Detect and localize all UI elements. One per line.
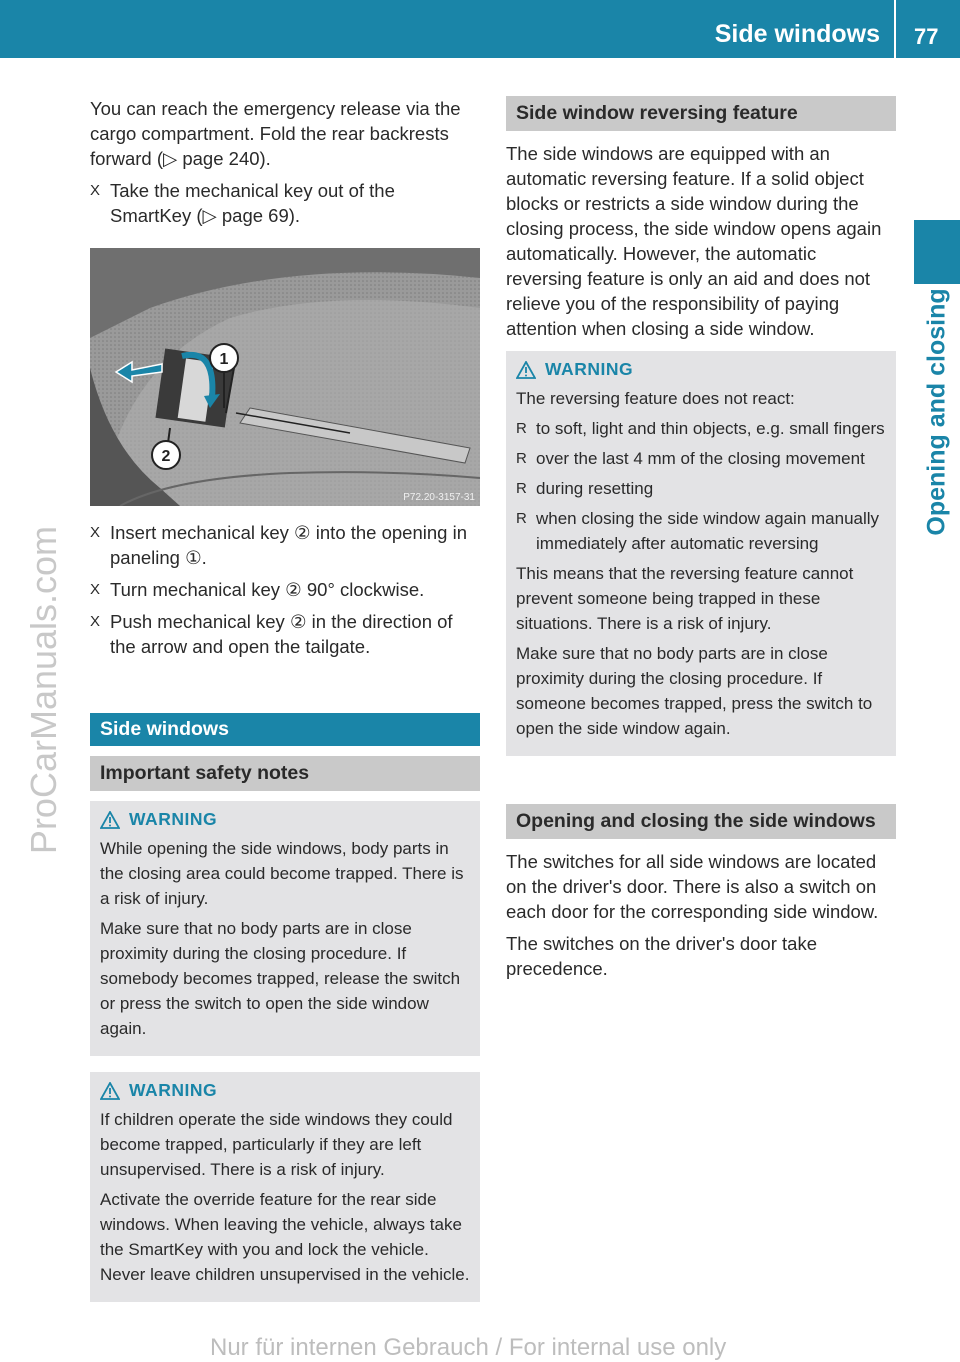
warning-box bbox=[90, 1072, 480, 1302]
bullet-item: R during resetting bbox=[516, 476, 886, 501]
page-header bbox=[0, 0, 960, 58]
warning-label: WARNING bbox=[129, 809, 218, 829]
intro-text: You can reach the emergency release via the cargo compartment. Fold the rear backrests forward (▷ page 240). bbox=[90, 98, 461, 169]
warning-triangle-icon bbox=[516, 361, 536, 379]
watermark: ProCarManuals.com bbox=[23, 525, 64, 855]
warning-title bbox=[100, 809, 470, 830]
warning-title bbox=[516, 359, 886, 380]
section-heading: Side windows bbox=[90, 713, 480, 746]
callout-2: 2 bbox=[161, 448, 171, 465]
warning-text: This means that the reversing feature cannot prevent someone being trapped in these situations. There is a risk of injury. bbox=[516, 564, 854, 633]
figure-code: P72.20-3157-31 bbox=[403, 492, 475, 503]
warning-label: WARNING bbox=[545, 359, 634, 379]
warning-triangle-icon bbox=[100, 811, 120, 829]
bullet-item: R when closing the side window again manually immediately after automatic reversing bbox=[516, 506, 886, 556]
warning-text: Make sure that no body parts are in close proximity during the closing procedure. If someone becomes trapped, press the switch to open the side window again. bbox=[516, 644, 873, 738]
step-text: Insert mechanical key ② into the opening in paneling ①. bbox=[110, 522, 467, 568]
callout-1: 1 bbox=[219, 351, 229, 368]
header-title: Side windows bbox=[714, 20, 880, 48]
footer-note: Nur für internen Gebrauch / For internal use only bbox=[210, 1334, 727, 1361]
page-number: 77 bbox=[914, 24, 939, 49]
warning-box bbox=[90, 801, 480, 1056]
body-text: The switches for all side windows are located on the driver's door. There is also a switch on each door for the corresponding side window. bbox=[506, 851, 879, 922]
subsection-heading: Important safety notes bbox=[90, 756, 480, 791]
body-text: The switches on the driver's door take precedence. bbox=[506, 933, 817, 979]
section-heading: Side window reversing feature bbox=[506, 96, 896, 131]
arrow-right-icon: X bbox=[90, 613, 101, 630]
step-item bbox=[90, 178, 480, 228]
step-text: Push mechanical key ② in the direction of the arrow and open the tailgate. bbox=[110, 611, 453, 657]
step-text: Turn mechanical key ② 90° clockwise. bbox=[110, 579, 425, 600]
warning-text: If children operate the side windows they could become trapped, particularly if they are left unsupervised. There is a risk of injury. bbox=[100, 1110, 453, 1179]
arrow-right-icon: X bbox=[90, 182, 101, 199]
warning-text: Make sure that no body parts are in close proximity during the closing procedure. If somebody becomes trapped, release the switch or press the switch to open the side window again. bbox=[100, 919, 461, 1038]
right-column bbox=[506, 96, 896, 988]
step-text: Take the mechanical key out of the SmartKey (▷ page 69). bbox=[110, 180, 395, 226]
warning-box bbox=[506, 351, 896, 756]
step-item bbox=[90, 609, 480, 659]
chapter-tab bbox=[914, 220, 960, 284]
arrow-right-icon: X bbox=[90, 524, 101, 541]
bullet-item: R over the last 4 mm of the closing movement bbox=[516, 446, 886, 471]
arrow-right-icon: X bbox=[90, 581, 101, 598]
step-item bbox=[90, 520, 480, 570]
warning-triangle-icon bbox=[100, 1082, 120, 1100]
tailgate-figure bbox=[90, 248, 480, 506]
header-divider bbox=[894, 0, 896, 58]
warning-label: WARNING bbox=[129, 1080, 218, 1100]
left-column bbox=[90, 96, 480, 1302]
step-item bbox=[90, 577, 480, 602]
warning-text: The reversing feature does not react: bbox=[516, 389, 795, 408]
warning-text: While opening the side windows, body parts in the closing area could become trapped. There is a risk of injury. bbox=[100, 839, 464, 908]
section-heading: Opening and closing the side windows bbox=[506, 804, 896, 839]
warning-title bbox=[100, 1080, 470, 1101]
chapter-label: Opening and closing bbox=[922, 288, 951, 536]
bullet-item: R to soft, light and thin objects, e.g. small fingers bbox=[516, 416, 886, 441]
body-text: The side windows are equipped with an automatic reversing feature. If a solid object blocks or restricts a side window during the closing process, the side window opens again automatically. However, the automatic reversing feature is only an aid and does not relieve you of the responsibility of paying attention when closing a side window. bbox=[506, 143, 882, 339]
warning-text: Activate the override feature for the rear side windows. When leaving the vehicle, always take the SmartKey with you and lock the vehicle. Never leave children unsupervised in the vehicle. bbox=[100, 1190, 470, 1284]
